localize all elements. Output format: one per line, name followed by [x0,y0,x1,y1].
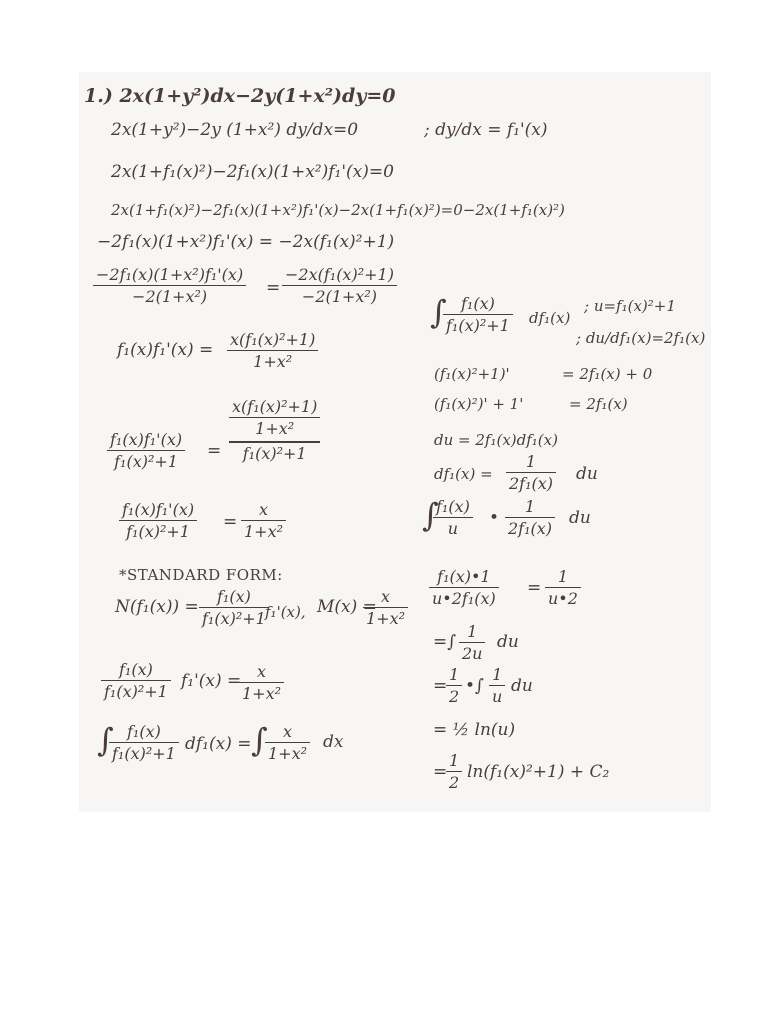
line-12-tail: dx [323,732,344,752]
integral-2-tail: du [569,508,591,528]
line-4-equation: 2x(1+f₁(x)²)−2f₁(x)(1+x²)f₁'(x)−2x(1+f₁(x)²)=0−2x(1+f₁(x)²) [111,201,565,219]
step-s5-half: 1 2 [446,751,462,792]
n-fraction: f₁(x) f₁(x)²+1 [199,587,269,628]
step-s3-fraction: 1 u [489,665,505,706]
line-6-right-fraction: −2x(f₁(x)²+1) −2(1+x²) [282,265,397,306]
substitution-u: ; u=f₁(x)²+1 [584,297,676,315]
right-integral-tail: df₁(x) [529,309,571,327]
integral-2-dot: • [489,508,500,528]
df-lhs: df₁(x) = [434,465,493,483]
line-12-middle: df₁(x) = [185,734,252,754]
simplify-equals: = [527,578,542,598]
right-integral-fraction: f₁(x) f₁(x)²+1 [443,294,513,335]
line-9-right-fraction: x 1+x² [241,500,286,541]
line-7-lhs: f₁(x)f₁'(x) = [117,340,214,360]
n-label: N(f₁(x)) = [115,597,199,617]
line-8-left-fraction: f₁(x)f₁'(x) f₁(x)²+1 [107,430,185,471]
step-s2-fraction: 1 2u [459,622,485,663]
step-s3-tail: du [511,676,533,696]
integral-2-left-fraction: f₁(x) u [433,497,473,538]
substitution-du: ; du/df₁(x)=2f₁(x) [576,329,706,347]
line-1-equation: 1.) 2x(1+y²)dx−2y(1+x²)dy=0 [84,85,396,107]
line-3-equation: 2x(1+f₁(x)²)−2f₁(x)(1+x²)f₁'(x)=0 [111,162,394,182]
integral-sign: ∫ [97,721,114,759]
derivative-step-1-result: = 2f₁(x) + 0 [562,365,653,383]
n-tail: f₁'(x), [265,603,306,621]
handwritten-page [79,72,711,812]
du-expression: du = 2f₁(x)df₁(x) [434,431,558,449]
line-9-left-fraction: f₁(x)f₁'(x) f₁(x)²+1 [119,500,197,541]
step-s3-middle: •∫ [465,676,484,696]
line-5-equation: −2f₁(x)(1+x²)f₁'(x) = −2x(f₁(x)²+1) [97,232,395,252]
line-8-right-compound-fraction: x(f₁(x)²+1) 1+x² f₁(x)²+1 [229,397,320,463]
m-fraction: x 1+x² [363,587,408,628]
line-6-equals: = [266,278,281,298]
m-label: M(x) = [317,597,377,617]
step-s3-half: 1 2 [446,665,462,706]
step-s4: = ½ ln(u) [433,720,516,740]
step-s3-prefix: = [433,676,448,696]
line-2-substitution: ; dy/dx = f₁'(x) [424,120,548,140]
integral-sign: ∫ [430,293,447,331]
line-11-left-fraction: f₁(x) f₁(x)²+1 [101,660,171,701]
line-12-left-fraction: f₁(x) f₁(x)²+1 [109,722,179,763]
line-11-right-fraction: x 1+x² [239,662,284,703]
derivative-step-2: (f₁(x)²)' + 1' [434,395,524,413]
integral-sign: ∫ [422,496,439,534]
df-tail: du [576,464,598,484]
derivative-step-1: (f₁(x)²+1)' [434,365,510,383]
df-fraction: 1 2f₁(x) [506,452,556,493]
line-11-middle: f₁'(x) = [181,671,242,691]
integral-2-right-fraction: 1 2f₁(x) [505,497,555,538]
line-12-right-fraction: x 1+x² [265,722,310,763]
standard-form-heading: *STANDARD FORM: [119,566,283,584]
simplify-left-fraction: f₁(x)•1 u•2f₁(x) [429,567,499,608]
step-s2-prefix: =∫ [433,632,457,652]
step-s5-prefix: = [433,762,448,782]
line-9-equals: = [223,512,238,532]
line-6-left-fraction: −2f₁(x)(1+x²)f₁'(x) −2(1+x²) [93,265,246,306]
integral-sign: ∫ [251,721,268,759]
line-2-equation: 2x(1+y²)−2y (1+x²) dy/dx=0 [111,120,359,140]
derivative-step-2-result: = 2f₁(x) [569,395,628,413]
step-s2-tail: du [497,632,519,652]
simplify-right-fraction: 1 u•2 [545,567,581,608]
line-8-equals: = [207,441,222,461]
step-s5-result: ln(f₁(x)²+1) + C₂ [467,762,610,782]
line-7-fraction: x(f₁(x)²+1) 1+x² [227,330,318,371]
